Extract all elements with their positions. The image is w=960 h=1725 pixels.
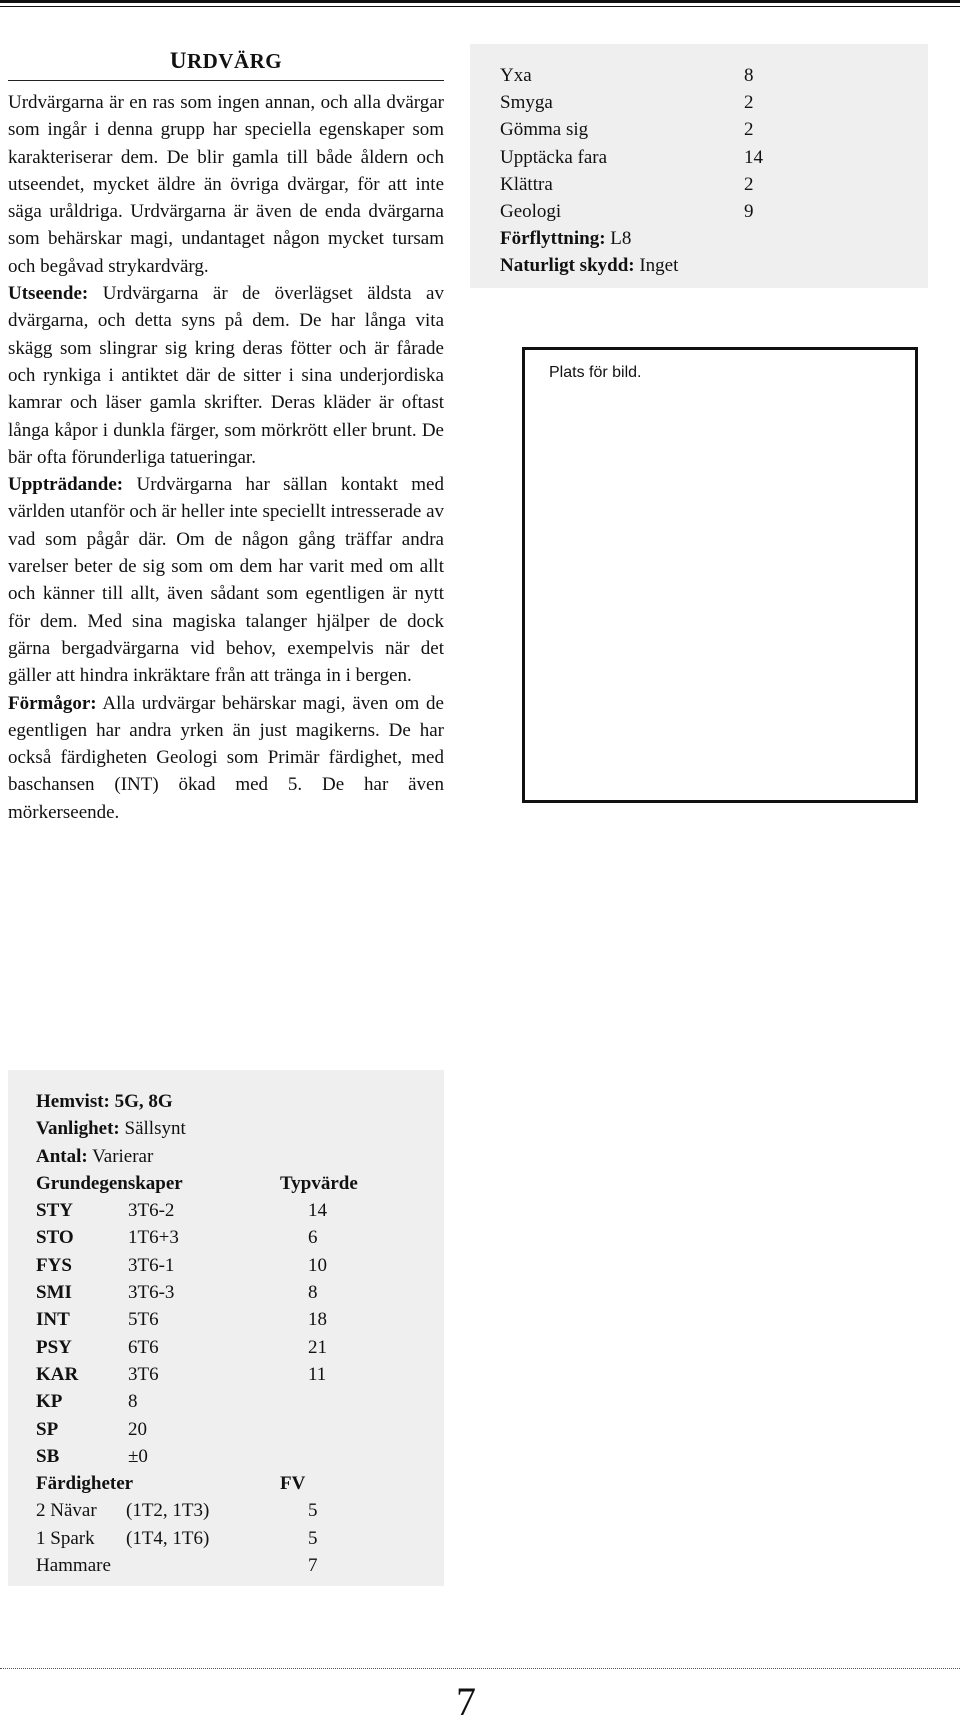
skill-row: Klättra 2 <box>500 173 754 195</box>
attribute-row: KAR 3T6 11 <box>36 1363 327 1385</box>
attribute-row: FYS 3T6-1 10 <box>36 1254 327 1276</box>
attribute-row: STO 1T6+3 6 <box>36 1227 318 1249</box>
rarity-line: Vanlighet: Sällsynt <box>36 1118 186 1140</box>
attribute-row: SB ±0 <box>36 1445 148 1467</box>
movement-line: Förflyttning: L8 <box>500 228 632 250</box>
abilities-paragraph: Förmågor: Alla urdvärgar behärskar magi, även om de egentligen har andra yrken än just magikerns. De har också färdigheten Geologi som Primär färdighet, med baschansen (INT) ökad med 5. De har även mörkerseende. <box>8 692 444 823</box>
attributes-header: Grundegenskaper Typvärde <box>36 1172 358 1194</box>
skill-row: Gömma sig 2 <box>500 119 754 141</box>
weapon-row: 1 Spark (1T4, 1T6) 5 <box>36 1527 318 1549</box>
home-line: Hemvist: 5G, 8G <box>36 1091 173 1112</box>
intro-paragraph: Urdvärgarna är en ras som ingen annan, och alla dvärgar som ingår i denna grupp har speciella egenskaper som karakteriserar dem. De blir gamla till både åldern och utseendet, mycket äldre än övriga dvärgar, för att inte säga uråldriga. Urdvärgarna är även de enda dvärgarna som behärskar magi, undantaget någon mycket tursam och begåvad strykardvärg. <box>8 92 444 277</box>
attribute-row: SMI 3T6-3 8 <box>36 1282 318 1304</box>
attribute-row: SP 20 <box>36 1418 147 1440</box>
skill-row: Smyga 2 <box>500 92 754 114</box>
skill-row: Upptäcka fara 14 <box>500 146 763 168</box>
attribute-row: PSY 6T6 21 <box>36 1336 327 1358</box>
armor-line: Naturligt skydd: Inget <box>500 255 679 277</box>
page-title: URDVÄRG <box>169 48 283 73</box>
stat-block <box>8 1070 444 1586</box>
behavior-paragraph: Uppträdande: Urdvärgarna har sällan kontakt med världen utanför och är heller inte speciellt intresserade av vad som pågår där. Om de någon gång träffar andra varelser beter de sig som om dem har varit med om allt och känner till allt, även sådant som egentligen är nytt för dem. Med sina magiska talanger hjälper de dock gärna bergadvärgarna vid behov, exempelvis när det gäller att hindra inkräktare från att tränga in i bergen. <box>8 474 444 687</box>
weapon-row: Hammare 7 <box>36 1555 318 1577</box>
bottom-dotted-rule <box>0 1668 960 1669</box>
attribute-row: STY 3T6-2 14 <box>36 1200 327 1222</box>
skill-row: Geologi 9 <box>500 201 754 223</box>
title-underline <box>8 80 444 81</box>
image-placeholder <box>522 347 918 803</box>
skills-header: Färdigheter FV <box>36 1473 306 1495</box>
top-rule <box>0 0 960 12</box>
skill-row: Yxa 8 <box>500 65 754 86</box>
attribute-row: INT 5T6 18 <box>36 1309 327 1331</box>
description-column <box>8 48 444 826</box>
weapon-row: 2 Nävar (1T2, 1T3) 5 <box>36 1500 318 1522</box>
appearance-paragraph: Utseende: Urdvärgarna är de överlägset äldsta av dvärgarna, och detta syns på dem. De har långa vita skägg som slingrar sig kring deras fötter och är fårade och rynkiga i antiktet där de sitter i sina underjordiska kamrar och läser gamla skrifter. Deras kläder är oftast långa kåpor i dunkla färger, som mörkrött eller brunt. De bär ofta förunderliga tatueringar. <box>8 283 444 468</box>
attribute-row: KP 8 <box>36 1391 138 1413</box>
skills-box <box>470 44 928 288</box>
count-line: Antal: Varierar <box>36 1145 154 1167</box>
page-number: 7 <box>456 1679 476 1724</box>
image-placeholder-label: Plats för bild. <box>549 364 642 381</box>
